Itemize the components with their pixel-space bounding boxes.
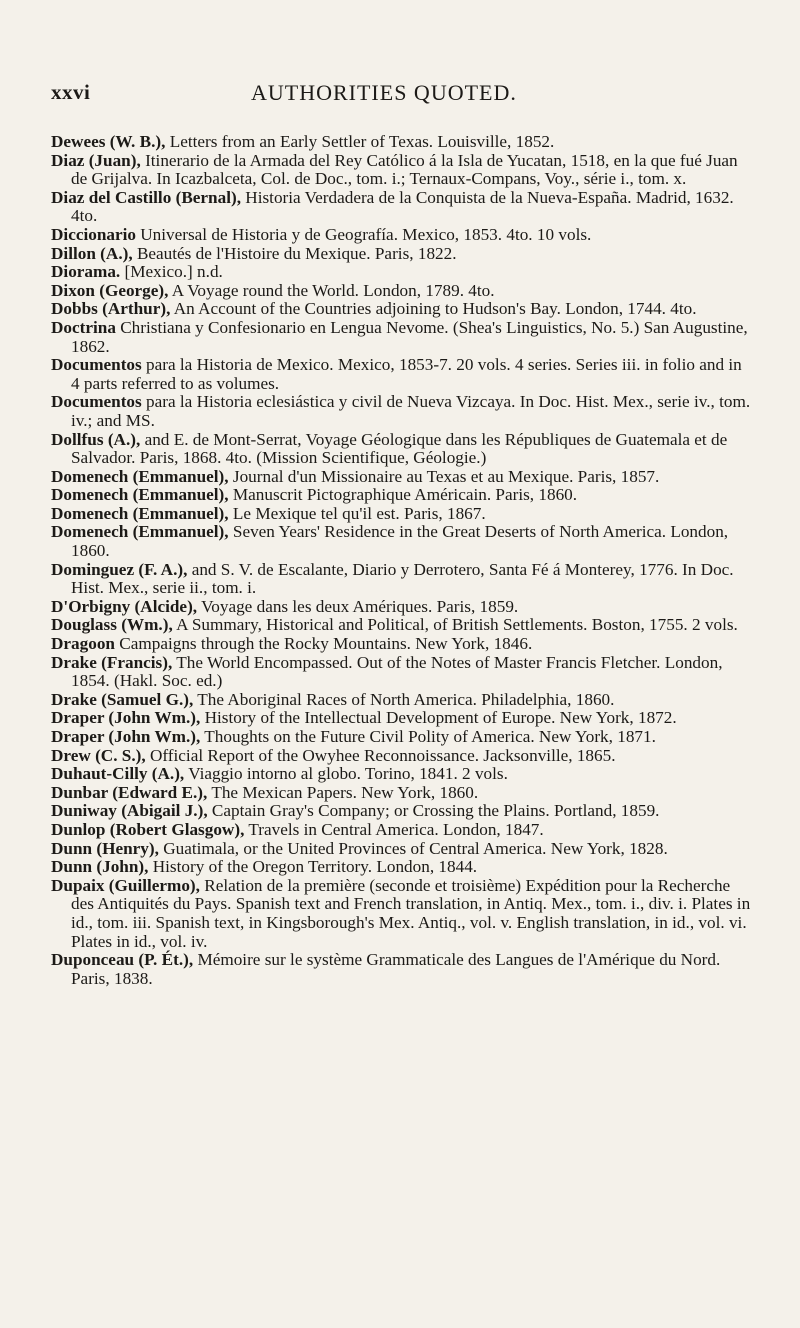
entry-author: Duponceau (P. Ét.),	[51, 950, 194, 970]
entry-description: Itinerario de la Armada del Rey Católico á la Isla de Yucatan, 1518, en la que fué Juan de Grijalva. In Icazbalceta, Col. de Doc., tom. i.; Ternaux-Compans, Voy., série i., tom. x.	[71, 150, 738, 189]
bibliography-entry	[51, 802, 751, 821]
entry-author: Dunlop (Robert Glasgow),	[51, 819, 245, 839]
entry-description: A Summary, Historical and Political, of British Settlements. Boston, 1755. 2 vols.	[172, 615, 738, 635]
bibliography-entry	[51, 616, 751, 635]
entry-description: An Account of the Countries adjoining to Hudson's Bay. London, 1744. 4to.	[170, 299, 697, 319]
entry-description: Campaigns through the Rocky Mountains. New York, 1846.	[114, 634, 533, 654]
bibliography-entry	[51, 877, 751, 951]
entry-description: Manuscrit Pictographique Américain. Paris, 1860.	[228, 485, 578, 505]
entry-author: Documentos	[51, 355, 142, 375]
entry-description: para la Historia de Mexico. Mexico, 1853-7. 20 vols. 4 series. Series iii. in folio and in 4 parts referred to as volumes.	[71, 355, 742, 393]
entry-description: para la Historia eclesiástica y civil de Nueva Vizcaya. In Doc. Hist. Mex., serie iv., tom. iv.; and MS.	[71, 392, 751, 430]
entry-author: Drake (Francis),	[51, 652, 173, 672]
entry-author: Dillon (A.),	[51, 243, 133, 263]
entry-description: Journal d'un Missionaire au Texas et au Mexique. Paris, 1857.	[228, 466, 660, 486]
entry-description: and S. V. de Escalante, Diario y Derrotero, Santa Fé á Monterey, 1776. In Doc. Hist. Mex., serie ii., tom. i.	[71, 559, 734, 598]
entry-description: Guatimala, or the United Provinces of Central America. New York, 1828.	[158, 838, 668, 858]
bibliography-list	[51, 133, 751, 988]
entry-description: History of the Intellectual Development of Europe. New York, 1872.	[200, 708, 677, 728]
entry-author: Dunn (John),	[51, 857, 149, 877]
entry-description: Christiana y Confesionario en Lengua Nevome. (Shea's Linguistics, No. 5.) San Augustine, 1862.	[71, 317, 748, 356]
bibliography-entry	[51, 152, 751, 189]
entry-description: Universal de Historia y de Geografía. Mexico, 1853. 4to. 10 vols.	[135, 224, 592, 244]
bibliography-entry	[51, 133, 751, 152]
page-number: xxvi	[51, 80, 91, 104]
running-title: AUTHORITIES QUOTED.	[251, 80, 517, 105]
entry-description: Official Report of the Owyhee Reconnoissance. Jacksonville, 1865.	[145, 745, 616, 765]
entry-author: Dollfus (A.),	[51, 429, 141, 449]
entry-author: Diorama.	[51, 262, 121, 282]
bibliography-entry	[51, 189, 751, 226]
entry-author: Doctrina	[51, 317, 116, 337]
entry-author: Drew (C. S.),	[51, 745, 146, 765]
entry-description: Relation de la première (seconde et troisième) Expédition pour la Recherche des Antiquités du Pays. Spanish text and French translation, in Antiq. Mex., tom. i., div. i. Plates in id., tom. iii. Spanish text, in Kingsborough's Mex. Antiq., vol. v. English translation, in id., vol. vi. Plates in id., vol. iv.	[71, 875, 751, 951]
entry-description: Voyage dans les deux Amériques. Paris, 1859.	[197, 596, 519, 616]
entry-author: Dominguez (F. A.),	[51, 559, 188, 579]
entry-author: D'Orbigny (Alcide),	[51, 596, 198, 616]
bibliography-entry	[51, 728, 751, 747]
entry-author: Domenech (Emmanuel),	[51, 485, 229, 505]
entry-author: Domenech (Emmanuel),	[51, 522, 229, 542]
bibliography-entry	[51, 245, 751, 264]
bibliography-entry	[51, 226, 751, 245]
bibliography-entry	[51, 356, 751, 393]
entry-description: The World Encompassed. Out of the Notes of Master Francis Fletcher. London, 1854. (Hakl. Soc. ed.)	[71, 652, 723, 691]
entry-author: Domenech (Emmanuel),	[51, 503, 229, 523]
bibliography-entry	[51, 951, 751, 988]
bibliography-entry	[51, 319, 751, 356]
entry-author: Draper (John Wm.),	[51, 727, 201, 746]
entry-description: [Mexico.] n.d.	[120, 262, 223, 282]
page-header	[51, 80, 751, 110]
entry-description: Captain Gray's Company; or Crossing the Plains. Portland, 1859.	[207, 801, 660, 821]
entry-description: Letters from an Early Settler of Texas. Louisville, 1852.	[165, 132, 555, 151]
bibliography-entry	[51, 300, 751, 319]
entry-author: Diaz (Juan),	[51, 150, 141, 170]
bibliography-entry	[51, 598, 751, 617]
entry-description: Thoughts on the Future Civil Polity of America. New York, 1871.	[200, 727, 656, 746]
entry-description: Beautés de l'Histoire du Mexique. Paris, 1822.	[132, 243, 457, 263]
entry-author: Duniway (Abigail J.),	[51, 801, 208, 821]
entry-author: Duhaut-Cilly (A.),	[51, 764, 185, 784]
bibliography-entry	[51, 486, 751, 505]
entry-author: Domenech (Emmanuel),	[51, 466, 229, 486]
entry-description: Le Mexique tel qu'il est. Paris, 1867.	[228, 503, 486, 523]
bibliography-entry	[51, 523, 751, 560]
bibliography-entry	[51, 709, 751, 728]
entry-author: Douglass (Wm.),	[51, 615, 173, 635]
entry-author: Diccionario	[51, 224, 136, 244]
entry-description: Travels in Central America. London, 1847.	[244, 819, 544, 839]
entry-author: Dunbar (Edward E.),	[51, 782, 208, 802]
entry-description: Seven Years' Residence in the Great Deserts of North America. London, 1860.	[71, 522, 729, 561]
entry-author: Drake (Samuel G.),	[51, 689, 194, 709]
entry-description: History of the Oregon Territory. London, 1844.	[148, 857, 478, 877]
bibliography-entry	[51, 691, 751, 710]
bibliography-entry	[51, 840, 751, 859]
bibliography-entry	[51, 468, 751, 487]
entry-author: Dupaix (Guillermo),	[51, 875, 200, 895]
entry-description: The Aboriginal Races of North America. Philadelphia, 1860.	[193, 689, 615, 709]
bibliography-entry	[51, 858, 751, 877]
bibliography-entry	[51, 654, 751, 691]
entry-description: The Mexican Papers. New York, 1860.	[207, 782, 479, 802]
entry-author: Dewees (W. B.),	[51, 132, 166, 151]
entry-author: Dixon (George),	[51, 280, 169, 300]
bibliography-entry	[51, 282, 751, 301]
bibliography-entry	[51, 393, 751, 430]
bibliography-entry	[51, 561, 751, 598]
entry-description: and E. de Mont-Serrat, Voyage Géologique dans les Républiques de Guatemala et de Salvador. Paris, 1868. 4to. (Mission Scientifique, Géologie.)	[71, 429, 728, 468]
entry-description: Mémoire sur le système Grammaticale des Langues de l'Amérique du Nord. Paris, 1838.	[71, 950, 721, 988]
entry-author: Diaz del Castillo (Bernal),	[51, 187, 241, 207]
entry-description: Historia Verdadera de la Conquista de la Nueva-España. Madrid, 1632. 4to.	[71, 187, 734, 226]
entry-author: Draper (John Wm.),	[51, 708, 201, 728]
bibliography-entry	[51, 747, 751, 766]
entry-author: Dragoon	[51, 634, 115, 654]
bibliography-entry	[51, 505, 751, 524]
entry-author: Dobbs (Arthur),	[51, 299, 171, 319]
bibliography-entry	[51, 431, 751, 468]
entry-description: Viaggio intorno al globo. Torino, 1841. 2 vols.	[184, 764, 508, 784]
bibliography-entry	[51, 263, 751, 282]
bibliography-entry	[51, 635, 751, 654]
entry-author: Documentos	[51, 392, 142, 412]
entry-author: Dunn (Henry),	[51, 838, 159, 858]
bibliography-entry	[51, 821, 751, 840]
bibliography-entry	[51, 765, 751, 784]
bibliography-entry	[51, 784, 751, 803]
entry-description: A Voyage round the World. London, 1789. 4to.	[168, 280, 495, 300]
